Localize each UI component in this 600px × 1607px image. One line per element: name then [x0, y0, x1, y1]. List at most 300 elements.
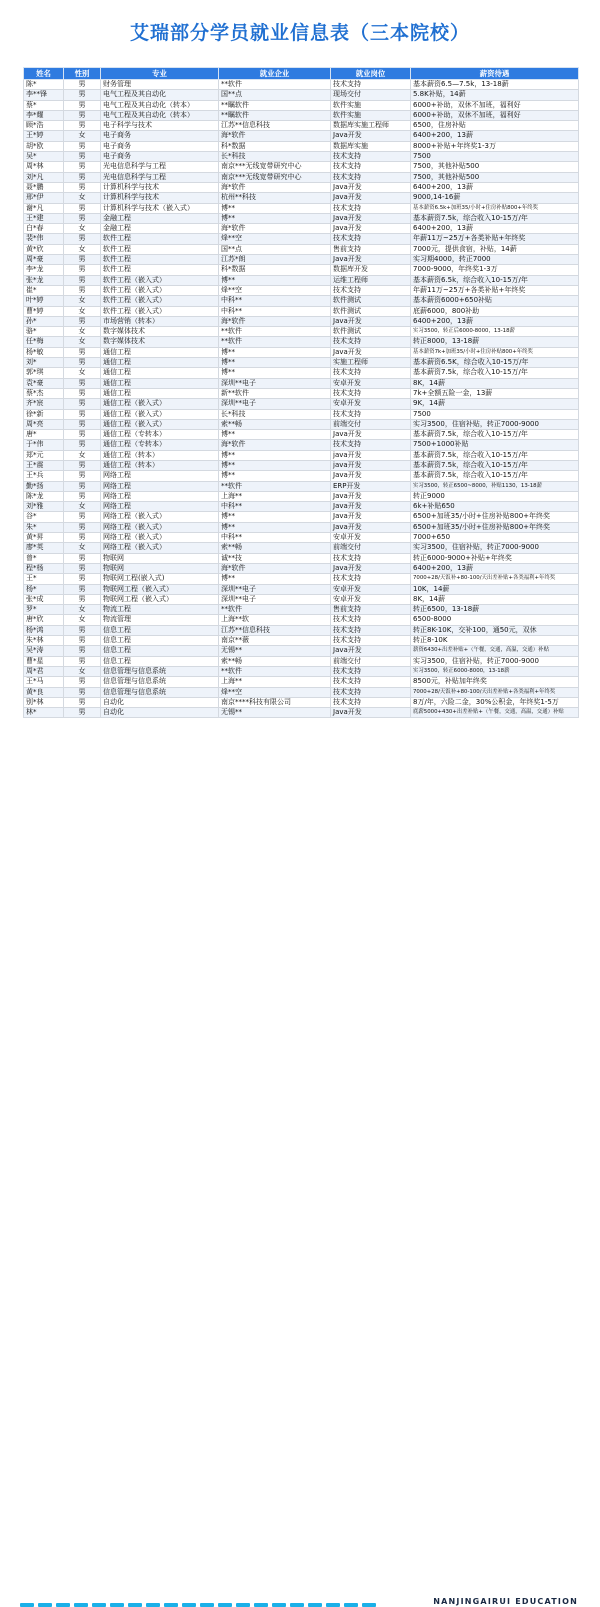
salary-cell: 基本薪资6.5K，综合收入10-15万/年	[411, 358, 579, 368]
table-row	[24, 358, 579, 368]
position-cell: 技术支持	[331, 615, 411, 625]
table-row	[24, 481, 579, 491]
company-cell: 烽**空	[219, 687, 331, 697]
gender-cell: 男	[64, 347, 101, 357]
position-cell: 技术支持	[331, 152, 411, 162]
company-cell: 南京****科技有限公司	[219, 697, 331, 707]
gender-cell: 男	[64, 481, 101, 491]
gender-cell: 男	[64, 563, 101, 573]
salary-cell: 基本薪资6.5—7.5k，13-18薪	[411, 80, 579, 90]
position-cell: 技术支持	[331, 368, 411, 378]
table-row	[24, 193, 579, 203]
company-cell: 国**点	[219, 90, 331, 100]
company-cell: 博**	[219, 574, 331, 584]
name-cell: 李*耀	[24, 110, 64, 120]
company-cell: 博**	[219, 471, 331, 481]
table-row	[24, 285, 579, 295]
gender-cell: 男	[64, 141, 101, 151]
position-cell: 技术支持	[331, 388, 411, 398]
salary-cell: 6000+补助，双休不加班，福利好	[411, 110, 579, 120]
salary-cell: 7000+28/天饭补+80-100/天出差补贴+各类福利+年终奖	[411, 687, 579, 697]
major-cell: 通信工程	[101, 378, 219, 388]
table-row	[24, 409, 579, 419]
name-cell: 黄*良	[24, 687, 64, 697]
company-cell: **软件	[219, 605, 331, 615]
position-cell: 技术支持	[331, 687, 411, 697]
table-row	[24, 306, 579, 316]
company-cell: 深圳**电子	[219, 584, 331, 594]
major-cell: 通信工程	[101, 347, 219, 357]
gender-cell: 男	[64, 213, 101, 223]
position-cell: 软件实施	[331, 110, 411, 120]
table-row	[24, 450, 579, 460]
gender-cell: 男	[64, 687, 101, 697]
table-row	[24, 90, 579, 100]
footer-deco-bar	[146, 1603, 160, 1607]
position-cell: 数据库实施工程师	[331, 121, 411, 131]
position-cell: Java开发	[331, 347, 411, 357]
name-cell: 谷*	[24, 512, 64, 522]
header-salary: 薪资待遇	[411, 68, 579, 80]
major-cell: 物联网	[101, 553, 219, 563]
table-row	[24, 80, 579, 90]
major-cell: 金融工程	[101, 213, 219, 223]
major-cell: 通信工程（转本）	[101, 450, 219, 460]
gender-cell: 男	[64, 491, 101, 501]
table-row	[24, 430, 579, 440]
company-cell: 上海**	[219, 677, 331, 687]
company-cell: **软件	[219, 337, 331, 347]
company-cell: 国**点	[219, 244, 331, 254]
position-cell: 技术支持	[331, 203, 411, 213]
name-cell: 廖*英	[24, 543, 64, 553]
gender-cell: 女	[64, 666, 101, 676]
table-row	[24, 234, 579, 244]
major-cell: 数字媒体技术	[101, 337, 219, 347]
table-row	[24, 687, 579, 697]
company-cell: 博**	[219, 368, 331, 378]
salary-cell: 年薪11万~25万+各类补贴+年终奖	[411, 285, 579, 295]
salary-cell: 基本薪资7.5k，综合收入10-15万/年	[411, 213, 579, 223]
position-cell: 前端交付	[331, 419, 411, 429]
position-cell: Java开发	[331, 131, 411, 141]
name-cell: 蔡*杰	[24, 388, 64, 398]
major-cell: 通信工程	[101, 388, 219, 398]
name-cell: 徐*新	[24, 409, 64, 419]
salary-cell: 6400+200，13薪	[411, 563, 579, 573]
company-cell: 博**	[219, 213, 331, 223]
footer-deco-bar	[308, 1603, 322, 1607]
salary-cell: 实习3500，转正后6000-8000，13-18薪	[411, 327, 579, 337]
salary-cell: 实习3500，转正6000-8000，13-18薪	[411, 666, 579, 676]
position-cell: 现场交付	[331, 90, 411, 100]
table-row	[24, 224, 579, 234]
position-cell: 前端交付	[331, 656, 411, 666]
gender-cell: 女	[64, 224, 101, 234]
salary-cell: 基本薪资7.5k，综合收入10-15万/年	[411, 460, 579, 470]
header-company: 就业企业	[219, 68, 331, 80]
position-cell: Java开发	[331, 708, 411, 718]
position-cell: 技术支持	[331, 409, 411, 419]
position-cell: 技术支持	[331, 337, 411, 347]
position-cell: Java开发	[331, 563, 411, 573]
name-cell: 于*伟	[24, 440, 64, 450]
major-cell: 电子商务	[101, 141, 219, 151]
company-cell: 海*软件	[219, 440, 331, 450]
position-cell: Java开发	[331, 182, 411, 192]
salary-cell: 实习3500，转正6500~8000，补贴1130，13-18薪	[411, 481, 579, 491]
salary-cell: 7500	[411, 152, 579, 162]
major-cell: 物联网工程（嵌入式）	[101, 594, 219, 604]
salary-cell: 转正8000，13-18薪	[411, 337, 579, 347]
table-row	[24, 368, 579, 378]
position-cell: 技术支持	[331, 80, 411, 90]
gender-cell: 男	[64, 574, 101, 584]
salary-cell: 6000+补助，双休不加班，福利好	[411, 100, 579, 110]
name-cell: 曹*婷	[24, 306, 64, 316]
name-cell: 刘*雅	[24, 502, 64, 512]
table-row	[24, 337, 579, 347]
table-row	[24, 172, 579, 182]
table-row	[24, 543, 579, 553]
gender-cell: 男	[64, 584, 101, 594]
name-cell: 罗*	[24, 605, 64, 615]
name-cell: 袁*豪	[24, 378, 64, 388]
name-cell: 李**锋	[24, 90, 64, 100]
salary-cell: 10K，14薪	[411, 584, 579, 594]
name-cell: 李*龙	[24, 265, 64, 275]
gender-cell: 男	[64, 522, 101, 532]
gender-cell: 女	[64, 337, 101, 347]
table-row	[24, 388, 579, 398]
gender-cell: 男	[64, 316, 101, 326]
major-cell: 数字媒体技术	[101, 327, 219, 337]
salary-cell: 年薪11万~25万+各类补贴+年终奖	[411, 234, 579, 244]
table-row	[24, 182, 579, 192]
gender-cell: 男	[64, 275, 101, 285]
company-cell: 诚**技	[219, 553, 331, 563]
table-row	[24, 522, 579, 532]
major-cell: 信息工程	[101, 625, 219, 635]
table-row	[24, 100, 579, 110]
name-cell: 朱*	[24, 522, 64, 532]
company-cell: 海*软件	[219, 182, 331, 192]
name-cell: 王*震	[24, 460, 64, 470]
footer-deco-bar	[110, 1603, 124, 1607]
table-row	[24, 460, 579, 470]
position-cell: 安卓开发	[331, 584, 411, 594]
company-cell: **软件	[219, 80, 331, 90]
company-cell: 博**	[219, 358, 331, 368]
salary-cell: 转正6000-9000+补贴+年终奖	[411, 553, 579, 563]
company-cell: 上海**	[219, 491, 331, 501]
gender-cell: 男	[64, 358, 101, 368]
table-row	[24, 213, 579, 223]
company-cell: 索**畅	[219, 419, 331, 429]
gender-cell: 男	[64, 512, 101, 522]
gender-cell: 男	[64, 625, 101, 635]
name-cell: 郑*元	[24, 450, 64, 460]
position-cell: Java开发	[331, 522, 411, 532]
gender-cell: 男	[64, 388, 101, 398]
page-title: 艾瑞部分学员就业信息表（三本院校）	[129, 22, 470, 44]
company-cell: 博**	[219, 430, 331, 440]
major-cell: 软件工程	[101, 244, 219, 254]
major-cell: 物流工程	[101, 605, 219, 615]
gender-cell: 男	[64, 419, 101, 429]
gender-cell: 男	[64, 265, 101, 275]
company-cell: 索**畅	[219, 543, 331, 553]
position-cell: 售前支持	[331, 244, 411, 254]
table-row	[24, 656, 579, 666]
name-cell: 郭*琪	[24, 368, 64, 378]
table-row	[24, 244, 579, 254]
gender-cell: 女	[64, 605, 101, 615]
major-cell: 计算机科学与技术（嵌入式）	[101, 203, 219, 213]
gender-cell: 男	[64, 646, 101, 656]
name-cell: 周*君	[24, 666, 64, 676]
footer-deco-bar	[128, 1603, 142, 1607]
name-cell: 王*建	[24, 213, 64, 223]
major-cell: 计算机科学与技术	[101, 182, 219, 192]
company-cell: 博**	[219, 203, 331, 213]
salary-cell: 底薪5000+430+出差补贴+（午餐，交通，高温，交通）补贴	[411, 708, 579, 718]
position-cell: 运维工程师	[331, 275, 411, 285]
major-cell: 软件工程（嵌入式）	[101, 296, 219, 306]
major-cell: 信息工程	[101, 646, 219, 656]
gender-cell: 男	[64, 399, 101, 409]
gender-cell: 女	[64, 502, 101, 512]
salary-cell: 8000+补贴+年终奖1-3万	[411, 141, 579, 151]
position-cell: 技术支持	[331, 666, 411, 676]
gender-cell: 女	[64, 543, 101, 553]
name-cell: 裴*伟	[24, 234, 64, 244]
gender-cell: 男	[64, 100, 101, 110]
gender-cell: 男	[64, 656, 101, 666]
header-name: 姓名	[24, 68, 64, 80]
name-cell: 王*马	[24, 677, 64, 687]
major-cell: 网络工程	[101, 481, 219, 491]
footer-deco-bar	[74, 1603, 88, 1607]
gender-cell: 男	[64, 460, 101, 470]
footer-deco-bar	[56, 1603, 70, 1607]
salary-cell: 6400+200，13薪	[411, 224, 579, 234]
company-cell: 博**	[219, 512, 331, 522]
salary-cell: 实习3500，住宿补贴，转正7000-9000	[411, 419, 579, 429]
header-gender: 性别	[64, 68, 101, 80]
major-cell: 软件工程	[101, 265, 219, 275]
salary-cell: 实习期4000，转正7000	[411, 255, 579, 265]
company-cell: 博**	[219, 275, 331, 285]
salary-cell: 7500+1000补贴	[411, 440, 579, 450]
position-cell: 技术支持	[331, 574, 411, 584]
gender-cell: 男	[64, 440, 101, 450]
table-row	[24, 399, 579, 409]
gender-cell: 男	[64, 533, 101, 543]
footer-deco-bar	[218, 1603, 232, 1607]
name-cell: 曾*	[24, 553, 64, 563]
gender-cell: 男	[64, 152, 101, 162]
major-cell: 网络工程	[101, 491, 219, 501]
gender-cell: 女	[64, 327, 101, 337]
table-row	[24, 625, 579, 635]
major-cell: 软件工程	[101, 234, 219, 244]
table-row	[24, 327, 579, 337]
gender-cell: 男	[64, 553, 101, 563]
table-row	[24, 697, 579, 707]
position-cell: 技术支持	[331, 553, 411, 563]
salary-cell: 6500+加班35/小时+住房补贴800+年终奖	[411, 512, 579, 522]
position-cell: 安卓开发	[331, 378, 411, 388]
table-row	[24, 677, 579, 687]
position-cell: 软件测试	[331, 296, 411, 306]
salary-cell: 6400+200，13薪	[411, 131, 579, 141]
major-cell: 通信工程（专转本）	[101, 430, 219, 440]
gender-cell: 男	[64, 378, 101, 388]
table-row	[24, 131, 579, 141]
major-cell: 网络工程	[101, 502, 219, 512]
gender-cell: 男	[64, 430, 101, 440]
company-cell: 烽**空	[219, 285, 331, 295]
name-cell: 刘*	[24, 358, 64, 368]
position-cell: Java开发	[331, 491, 411, 501]
table-row	[24, 666, 579, 676]
name-cell: 谢*凡	[24, 203, 64, 213]
company-cell: 中科**	[219, 533, 331, 543]
salary-cell: 基本薪资7.5k，综合收入10-15万/年	[411, 368, 579, 378]
name-cell: 骆*	[24, 327, 64, 337]
major-cell: 网络工程（嵌入式）	[101, 522, 219, 532]
position-cell: 安卓开发	[331, 399, 411, 409]
gender-cell: 男	[64, 677, 101, 687]
name-cell: 唐*欣	[24, 615, 64, 625]
salary-cell: 转正8-10K	[411, 636, 579, 646]
name-cell: 陈*	[24, 80, 64, 90]
salary-cell: 8K，14薪	[411, 594, 579, 604]
name-cell: 任*梅	[24, 337, 64, 347]
company-cell: 江苏*朗	[219, 255, 331, 265]
major-cell: 自动化	[101, 697, 219, 707]
table-row	[24, 533, 579, 543]
gender-cell: 男	[64, 110, 101, 120]
gender-cell: 男	[64, 409, 101, 419]
name-cell: 唐*	[24, 430, 64, 440]
major-cell: 计算机科学与技术	[101, 193, 219, 203]
gender-cell: 男	[64, 203, 101, 213]
name-cell: 叶*婷	[24, 296, 64, 306]
table-row	[24, 316, 579, 326]
gender-cell: 男	[64, 90, 101, 100]
position-cell: java开发	[331, 460, 411, 470]
gender-cell: 女	[64, 368, 101, 378]
name-cell: 刘*凡	[24, 172, 64, 182]
company-cell: **软件	[219, 666, 331, 676]
name-cell: 勤*扬	[24, 481, 64, 491]
table-row	[24, 563, 579, 573]
name-cell: 胡*欧	[24, 141, 64, 151]
company-cell: **瞩软件	[219, 100, 331, 110]
company-cell: 海*软件	[219, 131, 331, 141]
company-cell: 深圳**电子	[219, 378, 331, 388]
table-row	[24, 265, 579, 275]
salary-cell: 基本薪资6000+650补贴	[411, 296, 579, 306]
salary-cell: 9000,14-16薪	[411, 193, 579, 203]
major-cell: 信息管理与信息系统	[101, 687, 219, 697]
gender-cell: 女	[64, 615, 101, 625]
major-cell: 通信工程（嵌入式）	[101, 399, 219, 409]
company-cell: 无锡**	[219, 708, 331, 718]
table-row	[24, 203, 579, 213]
table-row	[24, 584, 579, 594]
position-cell: 软件测试	[331, 306, 411, 316]
salary-cell: 转正9000	[411, 491, 579, 501]
major-cell: 软件工程	[101, 255, 219, 265]
name-cell: 孙*	[24, 316, 64, 326]
major-cell: 网络工程（嵌入式）	[101, 512, 219, 522]
position-cell: Java开发	[331, 193, 411, 203]
position-cell: Java开发	[331, 213, 411, 223]
name-cell: 杨*	[24, 584, 64, 594]
gender-cell: 女	[64, 244, 101, 254]
footer-deco-bar	[20, 1603, 34, 1607]
salary-cell: 7000+650	[411, 533, 579, 543]
major-cell: 物联网工程(嵌入式)	[101, 574, 219, 584]
major-cell: 电气工程及其自动化（转本）	[101, 100, 219, 110]
company-cell: 博**	[219, 522, 331, 532]
name-cell: 王*兵	[24, 471, 64, 481]
salary-cell: 6500，住房补贴	[411, 121, 579, 131]
salary-cell: 基本薪资6.5k，综合收入10-15万/年	[411, 275, 579, 285]
company-cell: 南京***无线宽带研究中心	[219, 162, 331, 172]
position-cell: Java开发	[331, 224, 411, 234]
salary-cell: 7500，其他补贴500	[411, 172, 579, 182]
salary-cell: 9K，14薪	[411, 399, 579, 409]
company-cell: 海*软件	[219, 224, 331, 234]
name-cell: 别*林	[24, 697, 64, 707]
name-cell: 周*林	[24, 162, 64, 172]
salary-cell: 6k+补贴650	[411, 502, 579, 512]
table-row	[24, 110, 579, 120]
table-row	[24, 296, 579, 306]
gender-cell: 女	[64, 306, 101, 316]
footer-deco-bar	[326, 1603, 340, 1607]
salary-cell: 6400+200，13薪	[411, 316, 579, 326]
major-cell: 光电信息科学与工程	[101, 162, 219, 172]
table-row	[24, 491, 579, 501]
table-row	[24, 615, 579, 625]
company-cell: 博**	[219, 450, 331, 460]
name-cell: 杨*敏	[24, 347, 64, 357]
gender-cell: 女	[64, 131, 101, 141]
position-cell: 技术支持	[331, 697, 411, 707]
company-cell: 江苏**信息科技	[219, 625, 331, 635]
gender-cell: 男	[64, 162, 101, 172]
major-cell: 通信工程	[101, 368, 219, 378]
position-cell: Java开发	[331, 502, 411, 512]
name-cell: 王*婷	[24, 131, 64, 141]
name-cell: 吴*涛	[24, 646, 64, 656]
position-cell: Java开发	[331, 316, 411, 326]
major-cell: 网络工程（嵌入式）	[101, 533, 219, 543]
salary-cell: 薪资6430+出差补贴+（午餐，交通，高温，交通）补贴	[411, 646, 579, 656]
position-cell: 技术支持	[331, 677, 411, 687]
company-cell: 海*软件	[219, 563, 331, 573]
salary-cell: 基本薪资6.5k+加班35/小时+住房补贴800+年终奖	[411, 203, 579, 213]
footer-deco-bar	[92, 1603, 106, 1607]
company-cell: 上海**软	[219, 615, 331, 625]
name-cell: 黄*欣	[24, 244, 64, 254]
table-row	[24, 594, 579, 604]
